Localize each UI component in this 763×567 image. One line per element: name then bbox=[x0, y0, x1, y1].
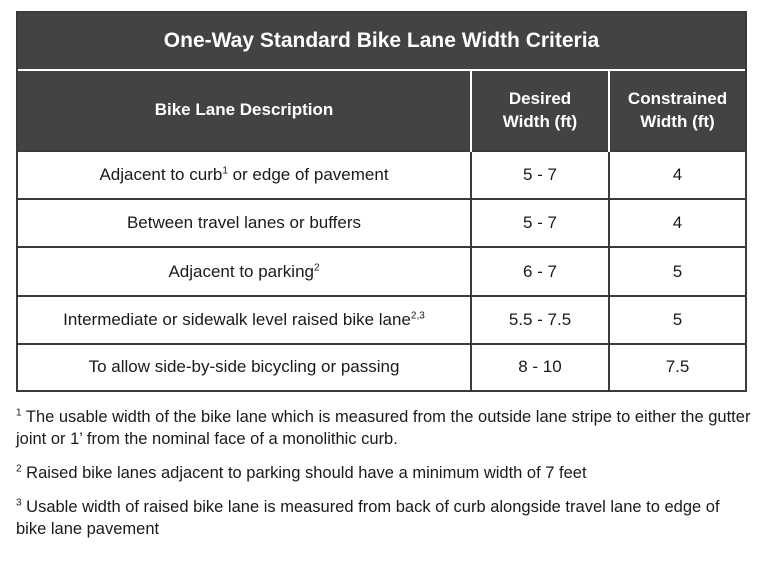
table-title: One-Way Standard Bike Lane Width Criteria bbox=[18, 13, 745, 70]
row-description-text: To allow side-by-side bicycling or passing bbox=[88, 357, 400, 377]
footnote-text: The usable width of the bike lane which is measured from the outside lane stripe to either the gutter joint or 1’ from the nominal face of a monolithic curb. bbox=[16, 408, 751, 448]
header-desired-line1: Desired bbox=[508, 89, 572, 109]
header-description: Bike Lane Description bbox=[18, 70, 471, 151]
row-description-text: Between travel lanes or buffers bbox=[126, 213, 362, 233]
footnote-text: Usable width of raised bike lane is measured from back of curb alongside travel lane to edge of bike lane pavement bbox=[16, 497, 720, 538]
footnote-3 bbox=[16, 497, 751, 541]
header-constrained-line2: Width (ft) bbox=[640, 111, 715, 131]
table-row bbox=[18, 344, 745, 390]
row-description-text: Adjacent to parking bbox=[168, 261, 314, 281]
row-constrained-width: 5 bbox=[609, 247, 745, 295]
row-constrained-width: 5 bbox=[609, 296, 745, 344]
footnote-ref: 2,3 bbox=[410, 310, 425, 322]
row-desired-width: 5.5 - 7.5 bbox=[471, 296, 609, 344]
row-constrained-width: 4 bbox=[609, 199, 745, 247]
footnote-text: Raised bike lanes adjacent to parking should have a minimum width of 7 feet bbox=[26, 463, 587, 482]
row-description bbox=[18, 296, 471, 344]
table-row bbox=[18, 296, 745, 344]
table-row bbox=[18, 247, 745, 295]
footnote-1 bbox=[16, 407, 751, 451]
footnote-marker: 2 bbox=[16, 463, 22, 475]
bike-lane-width-table bbox=[16, 11, 747, 392]
row-description-text: Intermediate or sidewalk level raised bike lane bbox=[63, 309, 411, 329]
table-row bbox=[18, 199, 745, 247]
header-constrained-line1: Constrained bbox=[627, 89, 728, 109]
footnote-marker: 1 bbox=[16, 407, 22, 419]
header-constrained-width bbox=[609, 70, 745, 151]
footnote-2 bbox=[16, 463, 751, 485]
table-row bbox=[18, 151, 745, 199]
footnote-ref: 2 bbox=[313, 261, 320, 273]
header-desired-line2: Width (ft) bbox=[502, 111, 578, 131]
row-description-tail: or edge of pavement bbox=[227, 165, 389, 185]
row-description-text: Adjacent to curb bbox=[99, 165, 223, 185]
footnote-marker: 3 bbox=[16, 497, 22, 509]
row-description bbox=[18, 151, 471, 199]
row-description bbox=[18, 199, 471, 247]
width-criteria-table bbox=[18, 13, 745, 390]
row-desired-width: 5 - 7 bbox=[471, 151, 609, 199]
table-title-row bbox=[18, 13, 745, 70]
row-constrained-width: 4 bbox=[609, 151, 745, 199]
row-description bbox=[18, 344, 471, 390]
header-desired-width bbox=[471, 70, 609, 151]
row-desired-width: 6 - 7 bbox=[471, 247, 609, 295]
table-header-row bbox=[18, 70, 745, 151]
row-desired-width: 8 - 10 bbox=[471, 344, 609, 390]
row-description bbox=[18, 247, 471, 295]
footnote-ref: 1 bbox=[222, 165, 228, 177]
row-constrained-width: 7.5 bbox=[609, 344, 745, 390]
row-desired-width: 5 - 7 bbox=[471, 199, 609, 247]
footnotes bbox=[16, 407, 751, 541]
